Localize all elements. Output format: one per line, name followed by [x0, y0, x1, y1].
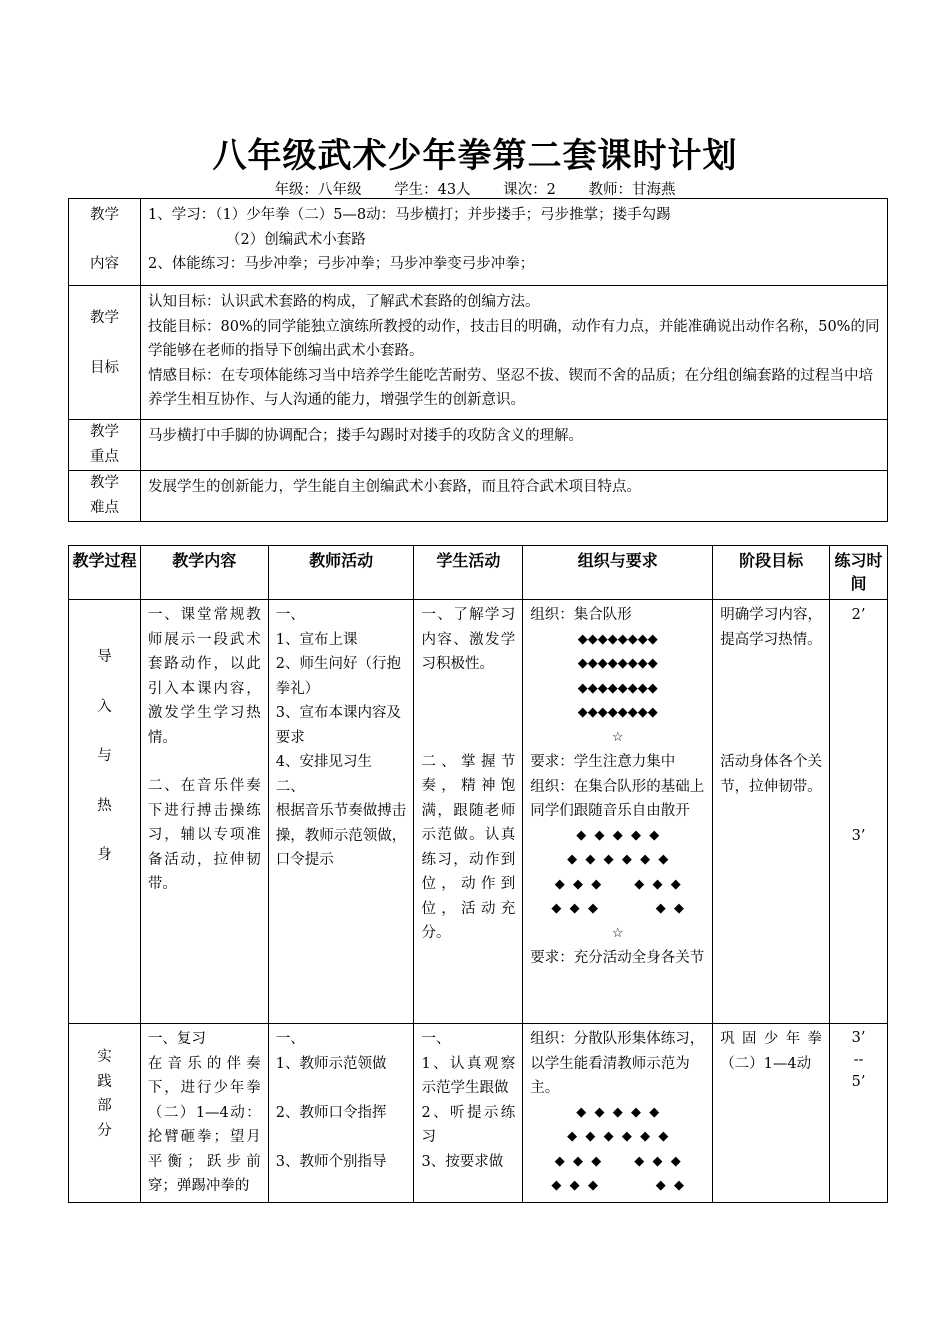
time-cell: 3’ -- 5’ [830, 1024, 888, 1203]
org-requirement: 要求：充分活动全身各关节 [530, 950, 705, 966]
stage-char: 入 [97, 698, 112, 715]
stage-char: 身 [97, 847, 112, 863]
org-title: 组织：分散队形集体练习，以学生能看清教师示范为主。 [530, 1031, 705, 1096]
lesson-meta [0, 178, 950, 199]
goal-b: 活动身体各个关节，拉伸韧带。 [720, 754, 823, 795]
student-line: 3、按要求做 [421, 1153, 504, 1170]
content-line: 1、学习：（1）少年拳（二）5—8动：马步横打；并步搂手；弓步推掌；搂手勾踢 [148, 207, 671, 223]
goal-cell [713, 600, 830, 1024]
student-a: 一、了解学习内容、激发学习积极性。 [421, 607, 516, 672]
formation-row: ◆◆◆◆◆◆◆◆ [577, 705, 658, 720]
stage-cell [69, 600, 141, 1024]
label-line: 教学 [90, 475, 119, 491]
org-title: 组织：在集合队形的基础上同学们跟随音乐自由散开 [530, 778, 705, 819]
student-cell [414, 1024, 523, 1203]
student-line: 一、 [421, 1031, 451, 1047]
spacer [276, 1125, 407, 1150]
content-cell [141, 199, 888, 286]
teacher-line: 4、安排见习生 [275, 754, 372, 770]
teacher-line: 2、教师口令指挥 [275, 1104, 387, 1121]
teacher-line: 3、教师个别指导 [275, 1153, 387, 1170]
content-line: 2、体能练习：马步冲拳；弓步冲拳；马步冲拳变弓步冲拳； [148, 256, 535, 272]
teacher-star-icon: ☆ [611, 925, 624, 941]
teacher-line: 一、 [275, 1031, 305, 1047]
formation-row: ◆ ◆ ◆ ◆ ◆ [576, 1104, 660, 1120]
formation-row: ◆◆◆◆◆◆◆◆ [577, 656, 658, 671]
label-line: 教学 [90, 310, 119, 326]
label-line: 教学 [90, 207, 119, 223]
stage-char: 与 [97, 748, 112, 764]
goal-line: 认知目标：认识武术套路的构成，了解武术套路的创编方法。 [148, 294, 540, 310]
time-cell [830, 600, 888, 1024]
formation-row: ◆◆◆◆◆◆◆◆ [577, 631, 658, 647]
content-cell: 一、复习 在音乐的伴奏下，进行少年拳（二）1—4动：抡臂砸拳；望月平衡；跃步前穿；弹踢冲拳的 [140, 1024, 268, 1203]
student-line: 1、认真观察示范学生跟做 [421, 1055, 516, 1096]
label-line: 目标 [90, 359, 119, 376]
teacher-cell [268, 1024, 414, 1203]
spacer [276, 1076, 407, 1101]
header-teacher: 教师活动 [268, 546, 414, 600]
time-b: 3’ [851, 827, 866, 844]
teacher-line: 3、宣布本课内容及要求 [275, 705, 401, 746]
goals-cell [141, 286, 888, 420]
content-label [69, 199, 141, 286]
stage-char: 分 [97, 1122, 112, 1139]
formation-row: ◆ ◆ ◆ ◆ ◆ ◆ [567, 1129, 669, 1144]
key-label [69, 420, 141, 471]
student-b: 二、掌握节奏，精神饱满，跟随老师示范做。认真练习，动作到位，动作到位，活动充分。 [421, 753, 516, 941]
goal-a: 明确学习内容，提高学习热情。 [720, 607, 823, 648]
formation-row: ◆◆◆◆◆◆◆◆ [577, 680, 658, 696]
header-content: 教学内容 [140, 546, 268, 600]
stage-char: 导 [97, 649, 112, 665]
formation-row: ◆ ◆ ◆ ◆ ◆ [551, 1178, 685, 1193]
goals-label [69, 286, 141, 420]
stage-cell [69, 1024, 141, 1203]
process-table [68, 545, 888, 1203]
formation-row: ◆ ◆ ◆ ◆ ◆ ◆ [554, 1153, 681, 1169]
formation-row: ◆ ◆ ◆ ◆ ◆ [551, 901, 685, 916]
difficulty-label [69, 471, 141, 522]
header-goal: 阶段目标 [713, 546, 830, 600]
org-cell [523, 600, 713, 1024]
teacher-line: 根据音乐节奏做搏击操，教师示范领做，口令提示 [275, 803, 407, 868]
time-a: 2’ [851, 607, 866, 623]
content-cell [140, 600, 268, 1024]
table-row [69, 1024, 888, 1203]
key-cell: 马步横打中手脚的协调配合；搂手勾踢时对搂手的攻防含义的理解。 [141, 420, 888, 471]
stage-char: 实 [97, 1049, 112, 1065]
goal-line: 技能目标：80%的同学能独立演练所教授的动作，技击目的明确，动作有力点，并能准确说出动作名称，50%的同学能够在老师的指导下创编出武术小套路。 [148, 318, 880, 359]
meta-students: 学生：43人 [394, 182, 471, 198]
teacher-line: 一、 [275, 607, 305, 623]
student-cell [414, 600, 523, 1024]
table-row [69, 600, 888, 1024]
formation-row: ◆ ◆ ◆ ◆ ◆ ◆ [567, 852, 669, 867]
meta-lesson: 课次：2 [503, 182, 556, 198]
org-cell [523, 1024, 713, 1203]
header-student: 学生活动 [414, 546, 523, 600]
header-org: 组织与要求 [523, 546, 713, 600]
content-line: （2）创编武术小套路 [226, 231, 366, 248]
page-title: 八年级武术少年拳第二套课时计划 [212, 136, 738, 176]
label-line: 难点 [90, 499, 119, 516]
stage-char: 热 [97, 797, 112, 814]
formation-row: ◆ ◆ ◆ ◆ ◆ ◆ [554, 876, 681, 892]
content-b: 二、在音乐伴奏下进行搏击操练习，辅以专项准备活动，拉伸韧带。 [147, 778, 261, 892]
header-stage: 教学过程 [69, 546, 141, 600]
content-a: 一、课堂常规教师展示一段武术套路动作，以此引入本课内容，激发学生学习热情。 [147, 607, 261, 746]
teacher-star-icon: ☆ [611, 729, 624, 745]
teacher-line: 1、教师示范领做 [275, 1055, 387, 1072]
header-time: 练习时间 [830, 546, 888, 600]
teacher-line: 二、 [275, 778, 305, 795]
plan-overview-table [68, 198, 888, 522]
difficulty-cell: 发展学生的创新能力，学生能自主创编武术小套路，而且符合武术项目特点。 [141, 471, 888, 522]
label-line: 重点 [90, 448, 119, 465]
label-line: 内容 [90, 255, 119, 272]
teacher-line: 1、宣布上课 [275, 631, 358, 648]
teacher-line: 2、师生问好（行抱拳礼） [275, 656, 401, 697]
meta-teacher: 教师：甘海燕 [588, 182, 676, 198]
stage-char: 部 [97, 1098, 112, 1114]
stage-char: 践 [97, 1073, 112, 1090]
student-line: 2、听提示练习 [421, 1104, 516, 1145]
goal-line: 情感目标：在专项体能练习当中培养学生能吃苦耐劳、坚忍不拔、锲而不舍的品质；在分组创编套路的过程当中培养学生相互协作、与人沟通的能力，增强学生的创新意识。 [148, 367, 873, 408]
label-line: 教学 [90, 424, 119, 440]
org-title: 组织：集合队形 [530, 607, 632, 623]
teacher-cell [268, 600, 414, 1024]
formation-row: ◆ ◆ ◆ ◆ ◆ [576, 827, 660, 843]
org-requirement: 要求：学生注意力集中 [530, 754, 676, 770]
goal-cell: 巩固少年拳（二）1—4动 [713, 1024, 830, 1203]
meta-grade: 年级：八年级 [274, 182, 362, 198]
